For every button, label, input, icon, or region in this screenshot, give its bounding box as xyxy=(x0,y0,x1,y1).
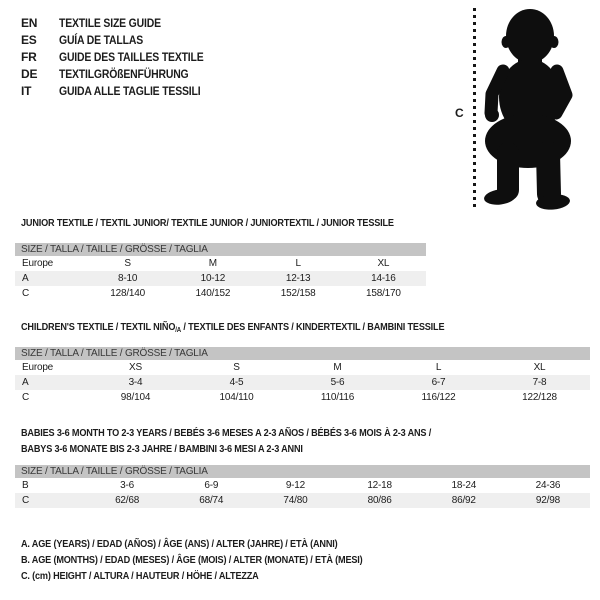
size-header-bar xyxy=(15,347,590,360)
height-measure-label: C xyxy=(455,106,464,120)
cell: 7-8 xyxy=(532,377,547,388)
size-header-text: SIZE / TALLA / TAILLE / GRÖSSE / TAGLIA xyxy=(21,244,208,255)
babies-size-table xyxy=(15,465,590,508)
cell: 152/158 xyxy=(280,288,316,299)
children-size-table xyxy=(15,347,590,405)
title-pre: CHILDREN'S TEXTILE / TEXTIL NIÑO xyxy=(21,321,176,333)
cell: 10-12 xyxy=(200,273,226,284)
table-row xyxy=(15,256,426,271)
cell: 6-9 xyxy=(204,480,219,491)
cell: 158/170 xyxy=(366,288,401,299)
cell: 128/140 xyxy=(110,288,145,299)
junior-table-title xyxy=(21,217,450,229)
cell: 8-10 xyxy=(118,273,138,284)
cell: 92/98 xyxy=(535,495,560,506)
size-header-bar xyxy=(15,243,426,256)
baby-silhouette-icon xyxy=(479,5,579,210)
junior-table-title-text: JUNIOR TEXTILE / TEXTIL JUNIOR/ TEXTILE JUNIOR / JUNIORTEXTIL / JUNIOR TESSILE xyxy=(21,217,394,229)
cell: 24-36 xyxy=(535,480,561,491)
cell: 122/128 xyxy=(522,392,557,403)
cell: 12-18 xyxy=(367,480,392,491)
legend xyxy=(21,538,414,586)
language-header xyxy=(21,14,225,100)
cell: 4-5 xyxy=(229,377,244,388)
cell: L xyxy=(435,362,442,373)
lang-code: IT xyxy=(21,84,32,99)
row-label: Europe xyxy=(22,362,54,373)
legend-line-a xyxy=(21,538,414,554)
children-table-title-text xyxy=(21,321,444,334)
cell: M xyxy=(333,362,342,373)
cell: L xyxy=(295,258,301,269)
lang-row-de xyxy=(21,66,225,83)
title-subscript: /A xyxy=(175,327,182,334)
cell: 68/74 xyxy=(199,495,224,506)
row-label: Europe xyxy=(22,258,54,269)
size-header-text: SIZE / TALLA / TAILLE / GRÖSSE / TAGLIA xyxy=(21,348,208,359)
cell: 110/116 xyxy=(320,392,355,403)
cell: 74/80 xyxy=(283,495,308,506)
row-label: C xyxy=(22,495,30,506)
cell: 12-13 xyxy=(285,273,311,284)
lang-code: EN xyxy=(21,15,38,30)
title-post: / TEXTILE DES ENFANTS / KINDERTEXTIL / BAMBINI TESSILE xyxy=(181,321,445,333)
legend-text-b: B. AGE (MONTHS) / EDAD (MESES) / ÂGE (MOIS) / ALTER (MONATE) / ETÀ (MESI) xyxy=(21,554,363,566)
lang-label: GUIDE DES TAILLES TEXTILE xyxy=(59,49,204,64)
cell: 9-12 xyxy=(285,480,306,491)
babies-table-title-text2: BABYS 3-6 MONATE BIS 2-3 JAHRE / BAMBINI 3-6 MESI A 2-3 ANNI xyxy=(21,443,303,455)
cell: XL xyxy=(533,362,546,373)
lang-row-en xyxy=(21,14,225,31)
table-row xyxy=(15,478,590,493)
lang-label: GUIDA ALLE TAGLIE TESSILI xyxy=(59,84,201,99)
cell: 104/110 xyxy=(219,392,254,403)
cell: XS xyxy=(129,362,142,373)
cell: 140/152 xyxy=(195,288,231,299)
table-row xyxy=(15,286,426,301)
lang-code: ES xyxy=(21,32,37,47)
cell: 14-16 xyxy=(371,273,396,284)
row-label: B xyxy=(22,480,29,491)
lang-row-it xyxy=(21,83,225,100)
size-header-text: SIZE / TALLA / TAILLE / GRÖSSE / TAGLIA xyxy=(21,466,208,477)
cell: 86/92 xyxy=(451,495,476,506)
table-row xyxy=(15,493,590,508)
children-table-title xyxy=(21,321,508,334)
cell: 116/122 xyxy=(421,392,456,403)
cell: 3-4 xyxy=(128,377,143,388)
row-label: C xyxy=(22,288,30,299)
row-label: C xyxy=(22,392,30,403)
cell: XL xyxy=(377,258,390,269)
legend-line-c xyxy=(21,570,414,586)
height-measure-dashed-line xyxy=(473,8,476,210)
babies-table-title-text1: BABIES 3-6 MONTH TO 2-3 YEARS / BEBÉS 3-6 MESES A 2-3 AÑOS / BÉBÉS 3-6 MOIS À 2-3 ANS / xyxy=(21,427,432,439)
table-row xyxy=(15,271,426,286)
row-label: A xyxy=(22,273,29,284)
table-row xyxy=(15,390,590,405)
legend-text-a: A. AGE (YEARS) / EDAD (AÑOS) / ÂGE (ANS) / ALTER (JAHRE) / ETÀ (ANNI) xyxy=(21,538,338,550)
cell: 5-6 xyxy=(330,377,345,388)
lang-label: TEXTILGRÖßENFÜHRUNG xyxy=(59,67,189,82)
lang-label: TEXTILE SIZE GUIDE xyxy=(59,15,161,30)
cell: S xyxy=(233,362,240,373)
table-row xyxy=(15,360,590,375)
size-header-bar xyxy=(15,465,590,478)
cell: S xyxy=(124,258,131,269)
cell: 6-7 xyxy=(431,377,446,388)
cell: 3-6 xyxy=(120,480,135,491)
cell: M xyxy=(208,258,217,269)
babies-table-title-line2 xyxy=(21,443,345,455)
babies-table-title-line1 xyxy=(21,427,492,439)
lang-code: FR xyxy=(21,49,37,64)
legend-line-b xyxy=(21,554,414,570)
lang-label: GUÍA DE TALLAS xyxy=(59,32,143,47)
cell: 62/68 xyxy=(115,495,140,506)
cell: 98/104 xyxy=(120,392,151,403)
lang-row-es xyxy=(21,31,225,48)
row-label: A xyxy=(22,377,29,388)
cell: 18-24 xyxy=(451,480,477,491)
lang-code: DE xyxy=(21,67,38,82)
lang-row-fr xyxy=(21,48,225,65)
junior-size-table xyxy=(15,243,426,301)
cell: 80/86 xyxy=(367,495,392,506)
table-row xyxy=(15,375,590,390)
legend-text-c: C. (cm) HEIGHT / ALTURA / HAUTEUR / HÖHE / ALTEZZA xyxy=(21,570,259,582)
